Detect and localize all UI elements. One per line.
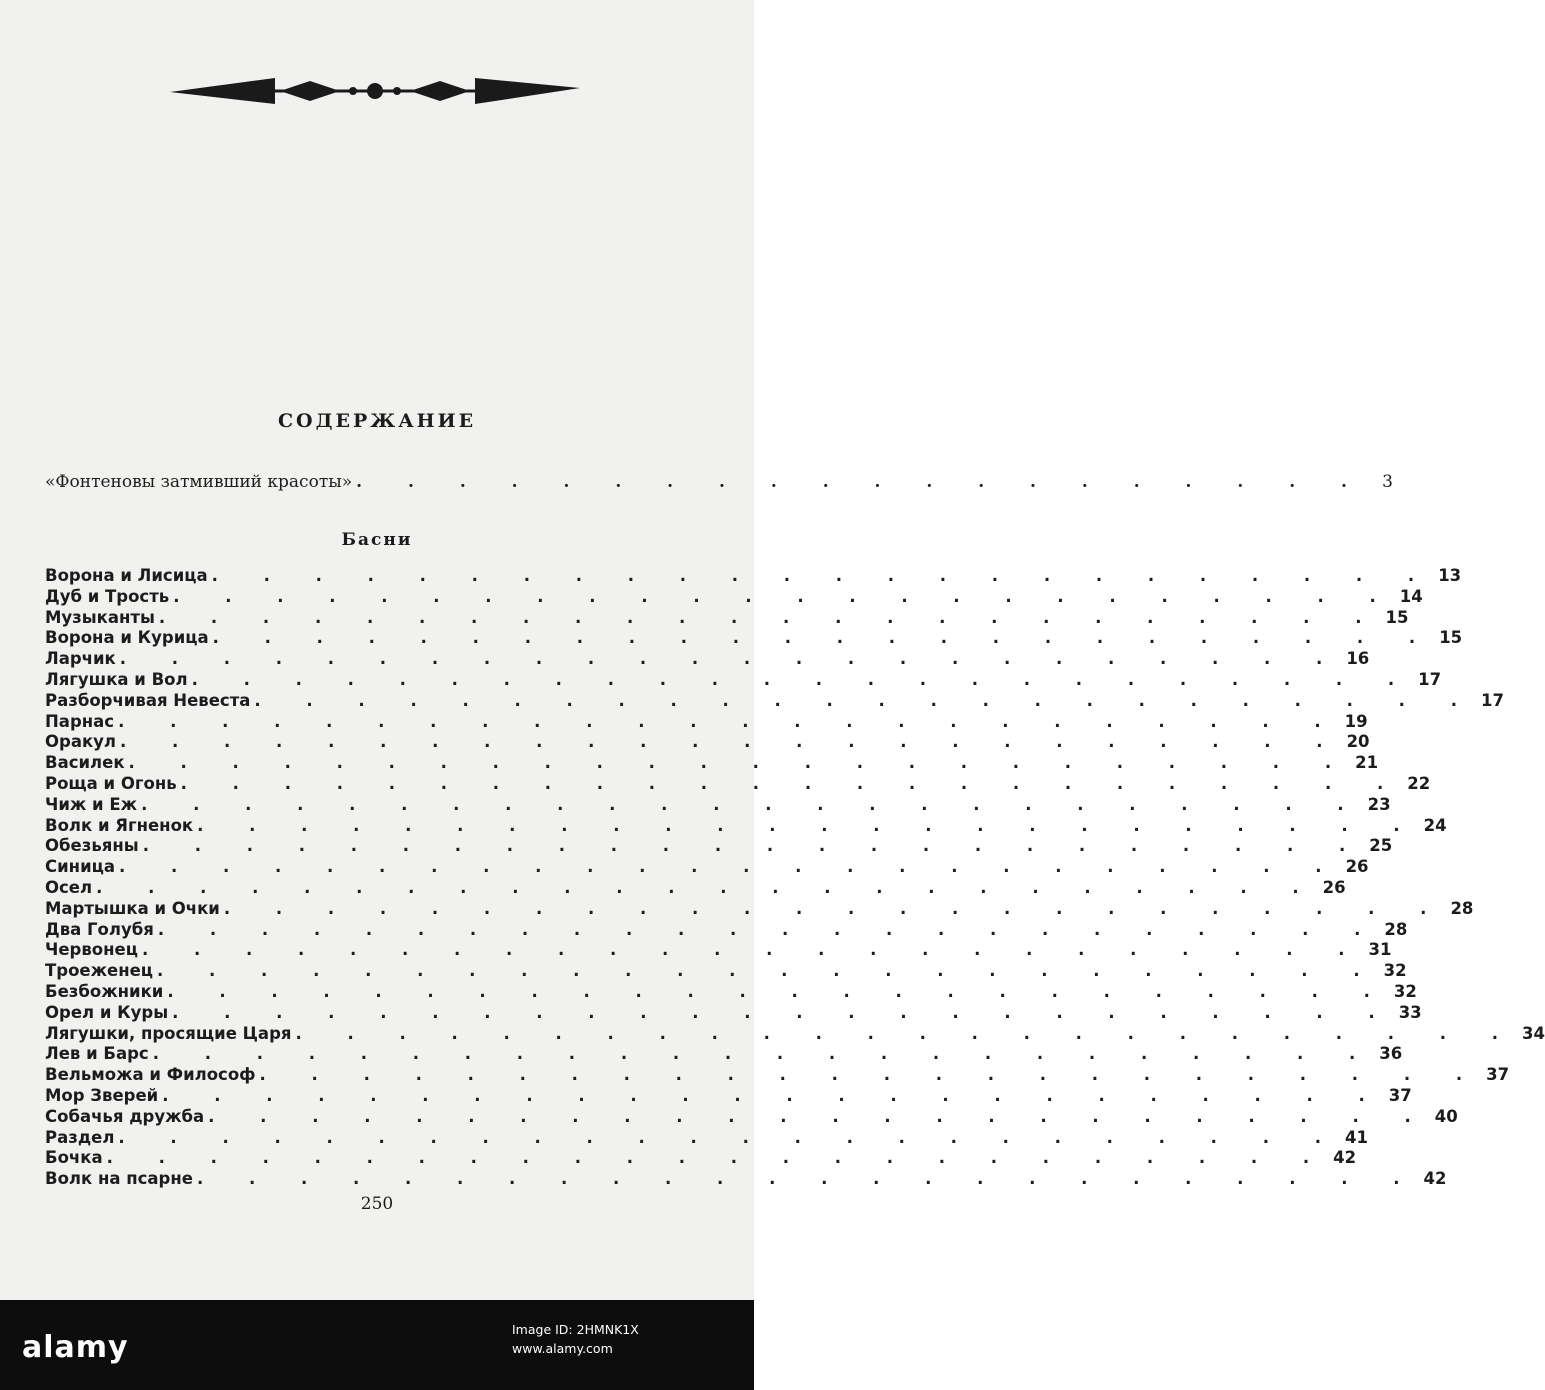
toc-entry bbox=[45, 1169, 1447, 1189]
toc-entry-page: 32 bbox=[1393, 982, 1417, 1001]
watermark-brand: alamy bbox=[22, 1330, 129, 1365]
leader-dots: . . . . . . . . . . . . . . . . . . . . . . . . bbox=[212, 628, 1436, 648]
toc-entry bbox=[45, 878, 1346, 897]
toc-entry bbox=[45, 774, 1431, 793]
toc-entry-label: Мартышка и Очки bbox=[45, 898, 220, 918]
toc-entry bbox=[45, 815, 1447, 835]
toc-entry-label: Дуб и Трость bbox=[45, 586, 170, 606]
toc-entry bbox=[45, 1044, 1403, 1064]
toc-entry-page: 15 bbox=[1439, 628, 1463, 648]
toc-entry-label: Безбожники bbox=[45, 982, 164, 1001]
toc-entry bbox=[45, 919, 1408, 939]
toc-entry-page: 20 bbox=[1346, 732, 1370, 752]
toc-entry-page: 13 bbox=[1438, 566, 1462, 585]
toc-entry-label: Червонец bbox=[45, 940, 138, 960]
toc-entry-page: 26 bbox=[1322, 878, 1346, 897]
toc-entry-page: 16 bbox=[1346, 649, 1370, 669]
toc-entry bbox=[45, 898, 1474, 918]
toc-intro-label: «Фонтеновы затмивший красоты» bbox=[45, 472, 353, 492]
toc-entry-page: 40 bbox=[1434, 1106, 1458, 1126]
toc-entry bbox=[45, 649, 1370, 669]
toc-entry-page: 24 bbox=[1423, 815, 1447, 835]
leader-dots: . . . . . . . . . . . . . . . . . . . . . . . . bbox=[118, 711, 1341, 731]
toc-entry-label: Разборчивая Невеста bbox=[45, 690, 251, 710]
leader-dots: . . . . . . . . . . . . . . . . . . . . . . . . bbox=[106, 1148, 1330, 1168]
section-heading: Басни bbox=[341, 530, 413, 550]
toc-entry bbox=[45, 1086, 1412, 1105]
toc-entry-page: 36 bbox=[1379, 1044, 1403, 1064]
toc-entry-label: Бочка bbox=[45, 1148, 103, 1168]
toc-entry-label: Вельможа и Философ bbox=[45, 1065, 256, 1085]
toc-entry-page: 42 bbox=[1423, 1169, 1447, 1189]
toc-entry-label: Волк и Ягненок bbox=[45, 815, 194, 835]
decorative-ornament bbox=[170, 70, 580, 110]
leader-dots: . . . . . . . . . . . . . . . . . . . . . . . . bbox=[120, 732, 1343, 752]
leader-dots: . . . . . . . . . . . . . . . . . . . . . . . . bbox=[197, 815, 1420, 835]
leader-dots: . . . . . . . . . . . . . . . . . . . . . . . . bbox=[295, 1023, 1519, 1043]
toc-entry bbox=[45, 586, 1423, 606]
toc-entry-label: Музыканты bbox=[45, 607, 155, 627]
leader-dots: . . . . . . . . . . . . . . . . . . . . . . . . bbox=[196, 1169, 1420, 1189]
image-id-text: Image ID: 2HMNK1X bbox=[512, 1322, 639, 1337]
toc-entry-label: Василек bbox=[45, 753, 125, 773]
toc-entry bbox=[45, 982, 1417, 1001]
toc-entry bbox=[45, 628, 1463, 648]
leader-dots: . . . . . . . . . . . . . . . . . . . . . . . . bbox=[141, 940, 1365, 960]
toc-entry bbox=[45, 1023, 1545, 1043]
toc-entry bbox=[45, 1106, 1458, 1126]
toc-entry-label: Лягушки, просящие Царя bbox=[45, 1023, 292, 1043]
toc-entry-label: Ларчик bbox=[45, 649, 116, 669]
toc-entry-label: Мор Зверей bbox=[45, 1086, 159, 1105]
leader-dots: . . . . . . . . . . . . . . . . . . . . . . . . bbox=[119, 857, 1342, 877]
site-text: www.alamy.com bbox=[512, 1341, 613, 1356]
toc-entry-label: Парнас bbox=[45, 711, 115, 731]
toc-entry-label: Раздел bbox=[45, 1127, 115, 1147]
leader-dots: . . . . . . . . . . . . . . . . . . . . . . . . bbox=[172, 1002, 1395, 1022]
toc-intro-page: 3 bbox=[1382, 472, 1393, 492]
toc-entry-page: 21 bbox=[1355, 753, 1379, 773]
toc-entry-page: 37 bbox=[1388, 1086, 1412, 1105]
toc-entry bbox=[45, 961, 1407, 981]
toc-entry-label: Троеженец bbox=[45, 961, 154, 981]
toc-entry bbox=[45, 753, 1379, 773]
leader-dots: . . . . . . . . . . . . . . . . . . . . . . . . bbox=[152, 1044, 1376, 1064]
toc-entry-page: 42 bbox=[1333, 1148, 1357, 1168]
leader-dots: . . . . . . . . . . . . . . . . . . . . . . . . bbox=[259, 1065, 1483, 1085]
leader-dots: . . . . . . . . . . . . . . . . . . . . bbox=[356, 472, 1367, 492]
toc-entry bbox=[45, 794, 1391, 814]
toc-entry-label: Обезьяны bbox=[45, 836, 139, 856]
leader-dots: . . . . . . . . . . . . . . . . . . . . . . . . bbox=[191, 670, 1415, 689]
toc-entry-label: Синица bbox=[45, 857, 115, 877]
toc-entry bbox=[45, 1065, 1510, 1085]
toc-entry-page: 32 bbox=[1383, 961, 1407, 981]
leader-dots: . . . . . . . . . . . . . . . . . . . . . . . . bbox=[142, 836, 1366, 856]
leader-dots: . . . . . . . . . . . . . . . . . . . . . . . . bbox=[211, 566, 1435, 585]
toc-entry bbox=[45, 711, 1368, 731]
toc-entry-label: Роща и Огонь bbox=[45, 774, 177, 793]
leader-dots: . . . . . . . . . . . . . . . . . . . . . . . . bbox=[157, 919, 1381, 939]
toc-entry bbox=[45, 857, 1369, 877]
leader-dots: . . . . . . . . . . . . . . . . . . . . . . . . bbox=[158, 607, 1382, 627]
toc-entry bbox=[45, 607, 1409, 627]
toc-entry-page: 34 bbox=[1522, 1023, 1545, 1043]
toc-intro-entry bbox=[45, 472, 1393, 492]
page-number: 250 bbox=[360, 1194, 394, 1214]
toc-entry-label: Ворона и Лисица bbox=[45, 566, 208, 585]
toc-entry-page: 19 bbox=[1344, 711, 1368, 731]
toc-entry-label: Оракул bbox=[45, 732, 117, 752]
toc-entry-label: Лев и Барс bbox=[45, 1044, 149, 1064]
toc-entry-page: 17 bbox=[1418, 670, 1442, 689]
leader-dots: . . . . . . . . . . . . . . . . . . . . . . . . bbox=[180, 774, 1404, 793]
toc-entry-page: 28 bbox=[1384, 919, 1408, 939]
toc-entry-page: 22 bbox=[1407, 774, 1431, 793]
toc-entry-page: 25 bbox=[1369, 836, 1393, 856]
toc-entry-page: 17 bbox=[1480, 690, 1504, 710]
toc-entry-label: Ворона и Курица bbox=[45, 628, 209, 648]
toc-entry bbox=[45, 1148, 1357, 1168]
toc-entry bbox=[45, 690, 1504, 710]
toc-entry-label: Орел и Куры bbox=[45, 1002, 169, 1022]
leader-dots: . . . . . . . . . . . . . . . . . . . . . . . . bbox=[128, 753, 1352, 773]
toc-entry bbox=[45, 1127, 1368, 1147]
toc-entry bbox=[45, 732, 1370, 752]
toc-entry-label: Осел bbox=[45, 878, 93, 897]
toc-entry bbox=[45, 670, 1442, 689]
toc-entry bbox=[45, 940, 1392, 960]
toc-entry-label: Лягушка и Вол bbox=[45, 670, 188, 689]
toc-entry-page: 31 bbox=[1368, 940, 1392, 960]
watermark-meta bbox=[512, 1320, 732, 1358]
toc-entry-page: 26 bbox=[1345, 857, 1369, 877]
leader-dots: . . . . . . . . . . . . . . . . . . . . . . . . bbox=[223, 898, 1447, 918]
toc-entry-page: 14 bbox=[1399, 586, 1423, 606]
toc-entry-label: Собачья дружба bbox=[45, 1106, 205, 1126]
toc-entry bbox=[45, 566, 1462, 585]
toc-entry-label: Два Голубя bbox=[45, 919, 154, 939]
leader-dots: . . . . . . . . . . . . . . . . . . . . . . . . bbox=[173, 586, 1396, 606]
toc-entry-page: 23 bbox=[1367, 794, 1391, 814]
contents-heading: СОДЕРЖАНИЕ bbox=[277, 410, 477, 432]
leader-dots: . . . . . . . . . . . . . . . . . . . . . . . . bbox=[118, 1127, 1341, 1147]
toc-entry bbox=[45, 836, 1393, 856]
toc-entry-page: 37 bbox=[1486, 1065, 1510, 1085]
toc-entry-page: 15 bbox=[1385, 607, 1409, 627]
leader-dots: . . . . . . . . . . . . . . . . . . . . . . . . bbox=[208, 1106, 1431, 1126]
leader-dots: . . . . . . . . . . . . . . . . . . . . . . . . bbox=[141, 794, 1364, 814]
toc-entry-page: 33 bbox=[1398, 1002, 1422, 1022]
leader-dots: . . . . . . . . . . . . . . . . . . . . . . . . bbox=[96, 878, 1319, 897]
leader-dots: . . . . . . . . . . . . . . . . . . . . . . . . bbox=[119, 649, 1343, 669]
watermark-banner bbox=[0, 1300, 754, 1390]
toc-entry-label: Волк на псарне bbox=[45, 1169, 193, 1189]
leader-dots: . . . . . . . . . . . . . . . . . . . . . . . . bbox=[162, 1086, 1385, 1105]
toc-entry-page: 28 bbox=[1450, 898, 1474, 918]
leader-dots: . . . . . . . . . . . . . . . . . . . . . . . . bbox=[167, 982, 1390, 1001]
leader-dots: . . . . . . . . . . . . . . . . . . . . . . . . bbox=[157, 961, 1380, 981]
toc-entry bbox=[45, 1002, 1422, 1022]
leader-dots: . . . . . . . . . . . . . . . . . . . . . . . . bbox=[254, 690, 1477, 710]
toc-entry-page: 41 bbox=[1344, 1127, 1368, 1147]
toc-entry-label: Чиж и Еж bbox=[45, 794, 138, 814]
